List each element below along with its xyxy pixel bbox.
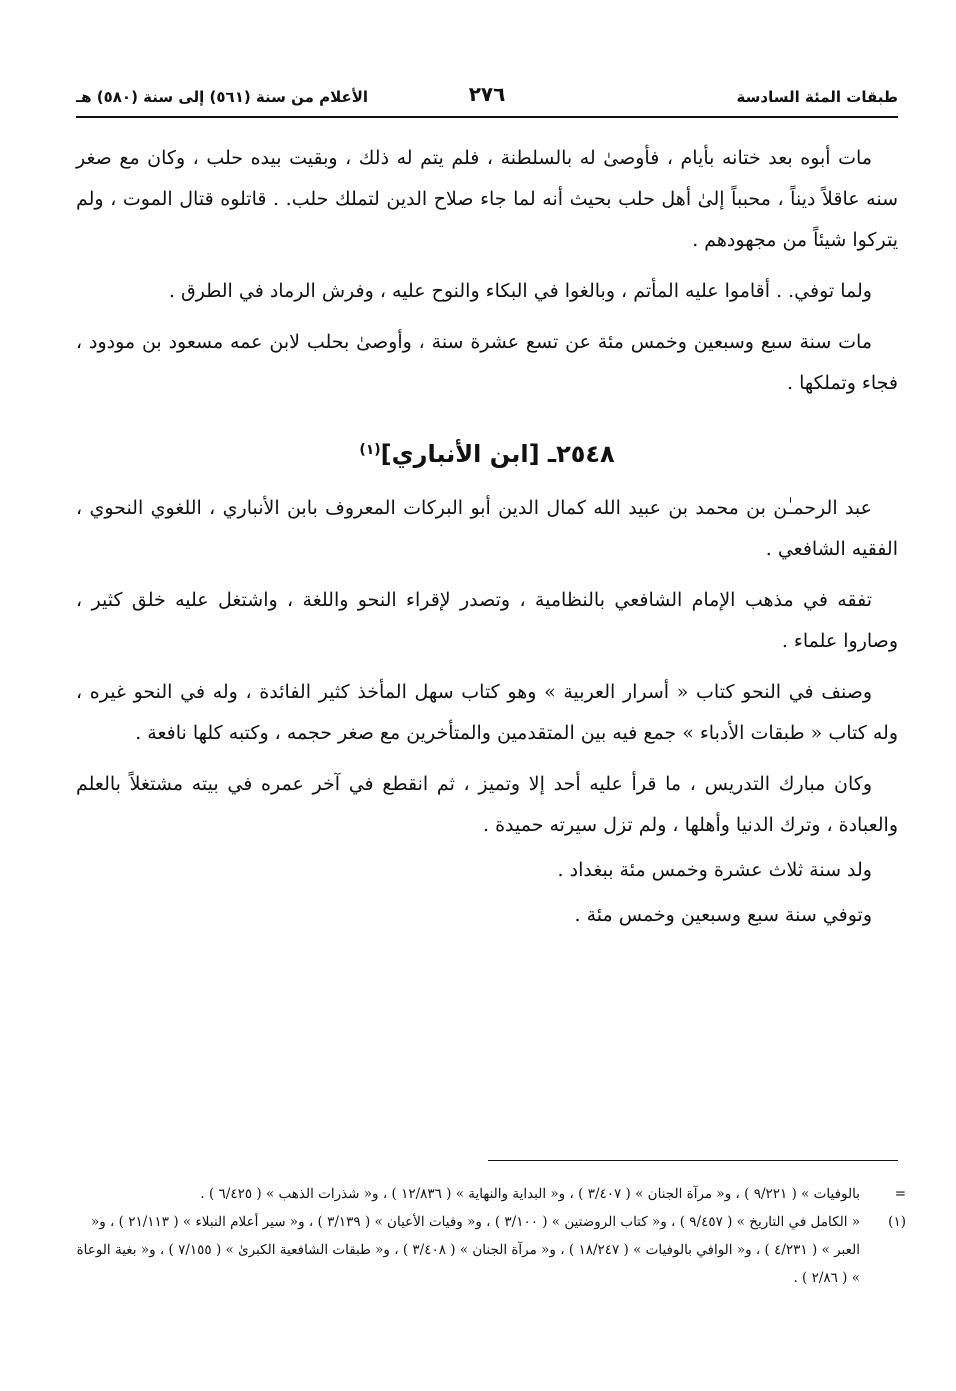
paragraph: ولد سنة ثلاث عشرة وخمس مئة ببغداد . [557,859,872,881]
footnote-continuation [76,1180,906,1208]
paragraph: مات أبوه بعد ختانه بأيام ، فأوصىٰ له بالسلطنة ، فلم يتم له ذلك ، وبقيت بيده حلب ، وكان مع صغر سنه عاقلاً ديناً ، محبباً إلىٰ أهل حلب بحيث أنه لما جاء صلاح الدين لتملك حلب. . قاتلوه قتال الموت ، ولم يتركوا شيئاً من مجهودهم . [76,147,898,251]
page-header [76,82,898,112]
header-divider [76,116,898,118]
footnote-1 [76,1208,906,1292]
paragraph: عبد الرحمـٰن بن محمد بن عبيد الله كمال الدين أبو البركات المعروف بابن الأنباري ، اللغوي النحوي ، الفقيه الشافعي . [76,497,898,560]
footnote-text: بالوفيات » ( ٩/٢٢١ ) ، و« مرآة الجنان » ( ٣/٤٠٧ ) ، و« البداية والنهاية » ( ١٢/٨٣٦ ) ، و« شذرات الذهب » ( ٦/٤٢٥ ) . [200,1186,860,1202]
footnote-reference[interactable]: (١) [359,442,381,458]
footnotes [76,1180,906,1292]
paragraph: وكان مبارك التدريس ، ما قرأ عليه أحد إلا وتميز ، ثم انقطع في آخر عمره في بيته مشتغلاً بالعلم والعبادة ، وترك الدنيا وأهلها ، ولم تزل سيرته حميدة . [76,773,898,836]
paragraph: وصنف في النحو كتاب « أسرار العربية » وهو كتاب سهل المأخذ كثير الفائدة ، وله في النحو غيره ، وله كتاب « طبقات الأدباء » جمع فيه بين المتقدمين والمتأخرين مع صغر حجمه ، وكتبه كلها نافعة . [76,681,898,744]
main-text [76,138,898,940]
footnote-divider [488,1160,898,1161]
paragraph: وتوفي سنة سبع وسبعين وخمس مئة . [574,904,872,926]
entry-heading [76,434,898,474]
entry-title: ٢٥٤٨ـ [ابن الأنباري] [380,440,615,468]
paragraph: مات سنة سبع وسبعين وخمس مئة عن تسع عشرة سنة ، وأوصىٰ بحلب لابن عمه مسعود بن مودود ، فجاء وتملكها . [76,331,898,394]
page-number: ٢٧٦ [468,82,506,106]
footnote-mark: (١) [888,1214,906,1230]
running-title-right: طبقات المئة السادسة [736,88,898,106]
paragraph: تفقه في مذهب الإمام الشافعي بالنظامية ، وتصدر لإقراء النحو واللغة ، واشتغل عليه خلق كثير ، وصاروا علماء . [76,589,898,652]
footnote-text: « الكامل في التاريخ » ( ٩/٤٥٧ ) ، و« كتاب الروضتين » ( ٣/١٠٠ ) ، و« وفيات الأعيان » ( ٣/١٣٩ ) ، و« سير أعلام النبلاء » ( ٢١/١١٣ ) ، و« العبر » ( ٤/٢٣١ ) ، و« الوافي بالوفيات » ( ١٨/٢٤٧ ) ، و« مرآة الجنان » ( ٣/٤٠٨ ) ، و« طبقات الشافعية الكبرىٰ » ( ٧/١٥٥ ) ، و« بغية الوعاة » ( ٢/٨٦ ) . [76,1214,860,1286]
footnote-mark: = [894,1186,906,1202]
running-title-left: الأعلام من سنة (٥٦١) إلى سنة (٥٨٠) هـ [76,88,369,106]
paragraph: ولما توفي. . أقاموا عليه المأتم ، وبالغوا في البكاء والنوح عليه ، وفرش الرماد في الطرق . [168,280,872,302]
